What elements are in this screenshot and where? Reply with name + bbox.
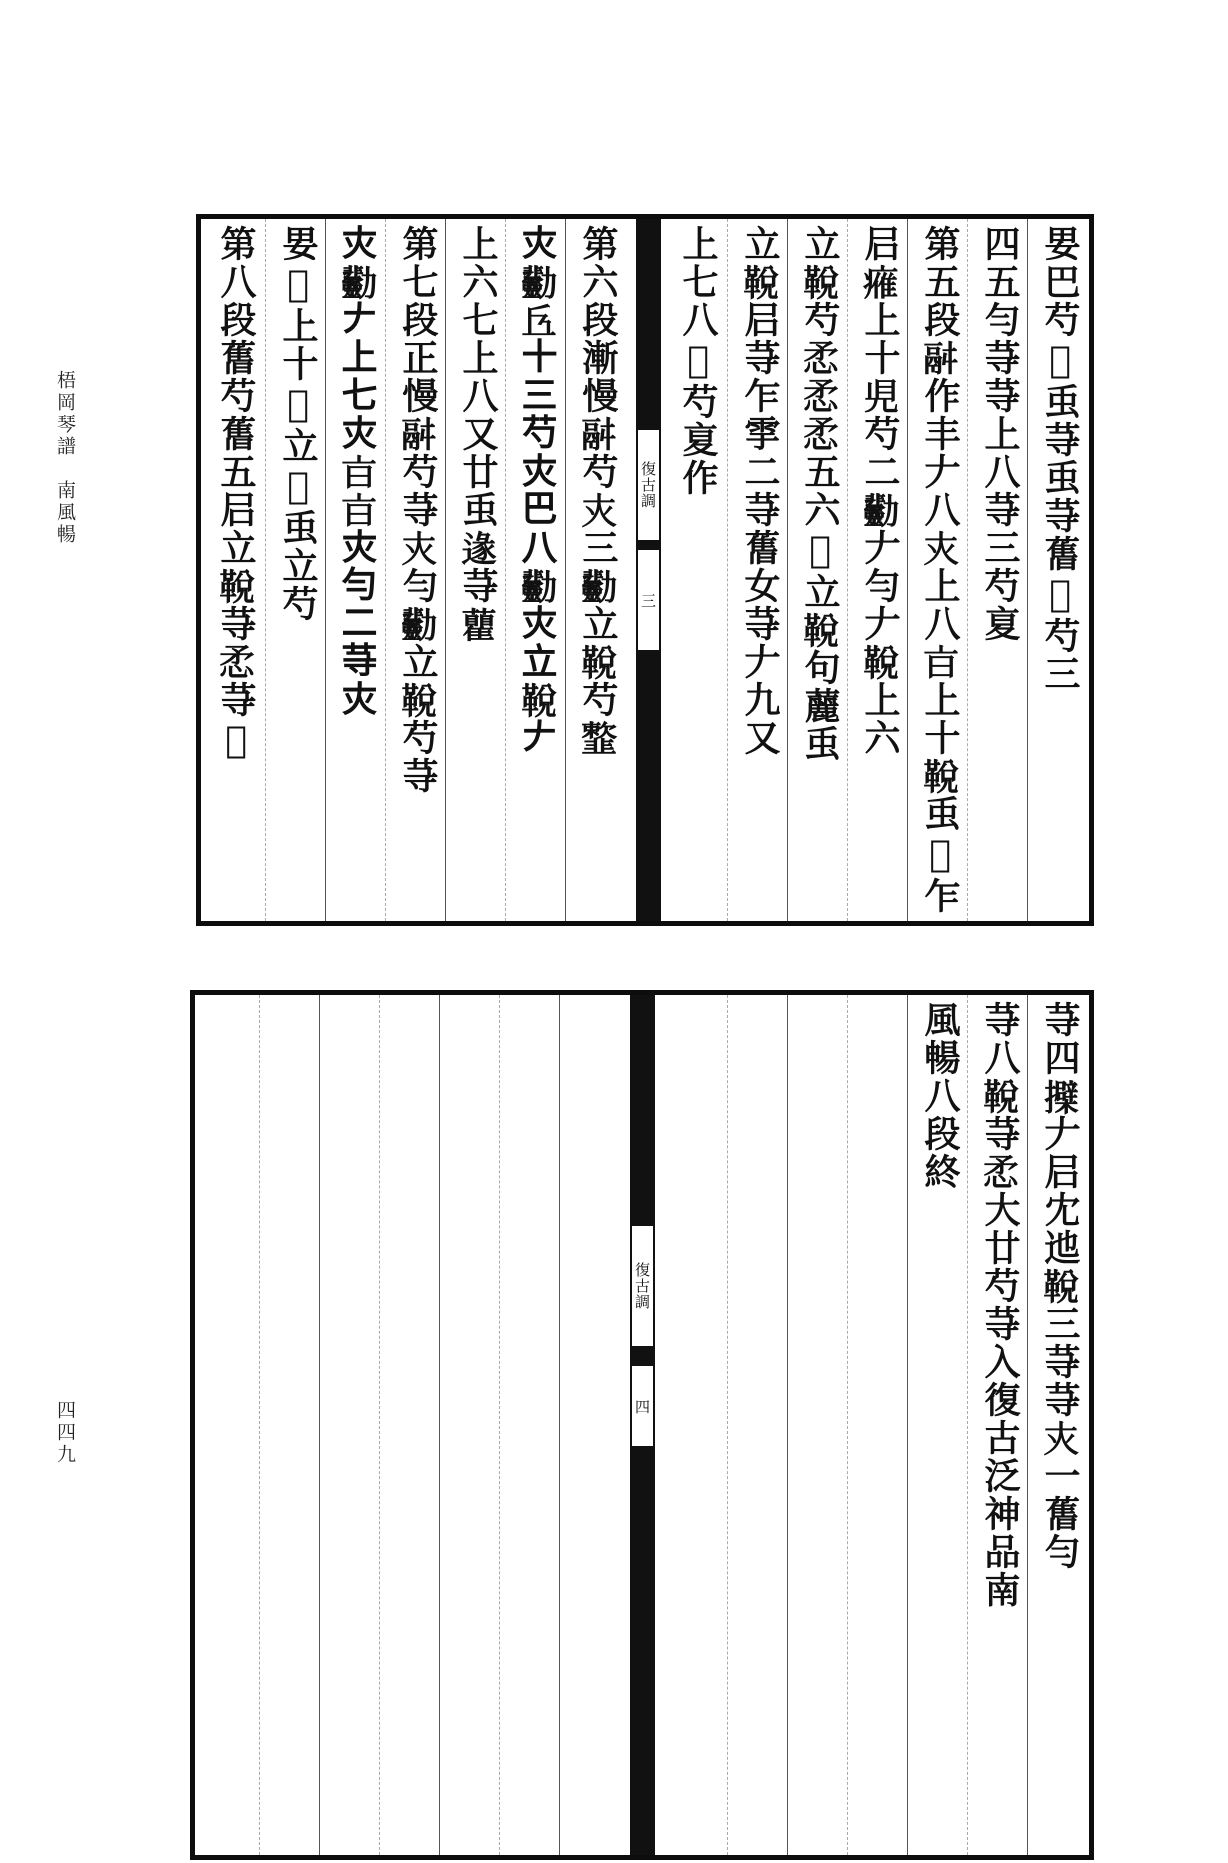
margin-piece-title: 南風暢 <box>54 480 76 546</box>
upper-right-column-5: 立𩊭芍𢘅𢘅𢘅五六𦬒立𩊭句䕻䖝 <box>799 225 841 763</box>
upper-left-column-7: 第八段𦾔芍𦾔五𡰪立𩊭䒭𢘅䒭𦬒 <box>215 225 257 763</box>
margin-title <box>52 370 79 546</box>
upper-right-column-2: 四五勻䒭䒭上八䒭三芍㚆 <box>979 225 1021 643</box>
upper-left-column-5: 𡗜𠣋𠂇上七𡗜𣅀𣅀𡗜勻二䒭𡗜 <box>337 225 379 719</box>
upper-left-page <box>201 219 636 921</box>
upper-right-column-6: 立𩊭𡰪䒭乍𩁹二䒭𦾔女䒭𠂇九又 <box>739 225 781 757</box>
upper-sheet <box>196 214 1094 926</box>
lower-sheet <box>190 990 1094 1860</box>
lower-right-column-3: 風暢八段終 <box>919 1001 961 1191</box>
lower-gutter <box>630 995 655 1855</box>
upper-left-column-4: 第七段正慢𩰫芍䒭𡗜勻𠣋立𩊭芍䒭 <box>397 225 439 795</box>
upper-left-column-2: 𡗜𠣋𠀈十三芍𡗜巴八𠣋𡗜立𩊭𠂇 <box>517 225 559 757</box>
lower-gutter-number: 四 <box>631 1365 654 1447</box>
upper-right-column-7: 上七八𦻠芍㚆作 <box>677 225 719 497</box>
upper-right-column-3: 第五段𩰫作丰𠂇八𡗜上八𣅀上十𩊭䖝𤓰乍 <box>919 225 961 915</box>
lower-right-column-2: 䒭八𩊭䒭𢘅大廿芍䒭入復古泛神品南 <box>979 1001 1021 1609</box>
upper-gutter-number: 三 <box>637 549 660 651</box>
margin-book-title: 梧岡琴譜 <box>54 370 76 458</box>
lower-left-page-blank <box>195 995 630 1855</box>
upper-right-column-1: 㚻巴芍𦬒䖝䒭䖝䒭𦾔𣥺芍三 <box>1039 225 1081 693</box>
upper-right-column-4: 𡰪𤸰上十𧠇芍二𠣋𠂇勻𠂇𩊭上六 <box>859 225 901 757</box>
upper-left-column-6: 㚻𦬒上十𣅀立𣅀䖝立芍 <box>277 225 319 623</box>
upper-gutter-label: 復古調 <box>637 429 660 541</box>
upper-left-column-3: 上六七上八又廿䖝𨔵䒭𧄒 <box>457 225 499 643</box>
upper-right-page <box>661 219 1089 921</box>
upper-gutter <box>636 219 661 921</box>
lower-right-page <box>655 995 1089 1855</box>
upper-left-column-1: 第六段漸慢𩰫芍𡗜三𠣋立𩊭芍𩐋 <box>577 225 619 757</box>
lower-gutter-label: 復古調 <box>631 1225 654 1347</box>
margin-page-number: 四四九 <box>54 1400 76 1466</box>
lower-right-column-1: 䒭四𢹐𠂇𡰪冘迆𩊭三䒭䒭𡗜一𦾔勻 <box>1039 1001 1081 1571</box>
